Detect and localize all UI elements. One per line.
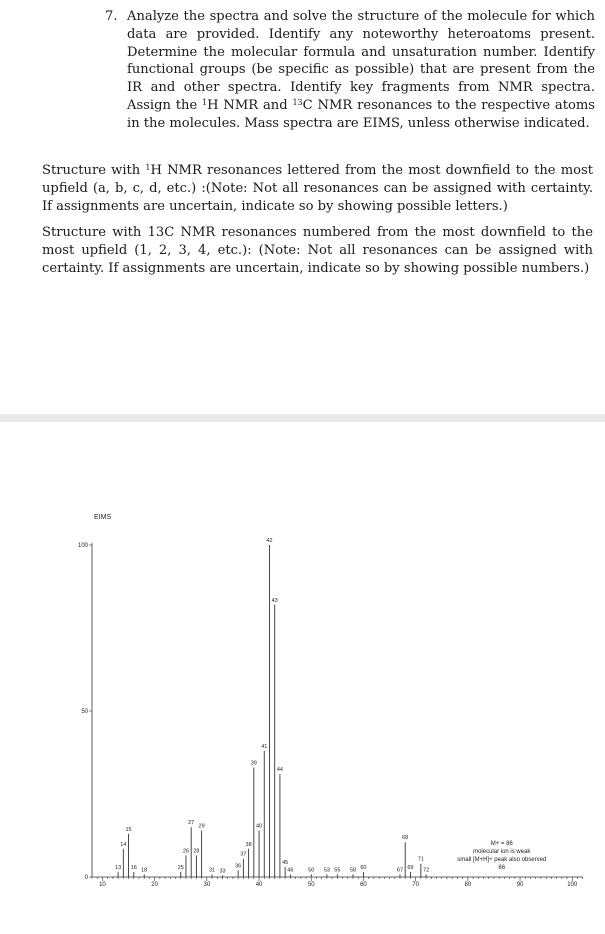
h-superscript: 1 — [202, 97, 208, 107]
x-tick-label: 10 — [99, 882, 106, 888]
peak-label: 16 — [130, 865, 137, 872]
ms-annotation: small [M+H]+ peak also observed — [457, 857, 547, 863]
x-tick-label: 80 — [464, 882, 472, 888]
page-divider — [0, 414, 605, 422]
x-tick-label: 50 — [307, 882, 315, 888]
peak-label: 40 — [255, 823, 263, 830]
peak-label: 38 — [245, 841, 252, 848]
peak-label: 33 — [219, 868, 226, 875]
peak-label: 29 — [198, 823, 205, 830]
y-tick-label: 50 — [81, 709, 88, 715]
h-structure-superscript: 1 — [145, 163, 151, 172]
peak-label: 31 — [208, 867, 216, 874]
h-nmr-structure-instruction — [42, 162, 593, 215]
y-tick-label: 100 — [77, 543, 88, 549]
x-tick-label: 90 — [516, 882, 524, 888]
ms-annotation: M+ = 86 — [490, 841, 513, 847]
question-text-c: C NMR resonances to the respective atoms in the molecules. Mass spectra are EIMS, unless otherwise indicated. — [127, 97, 596, 131]
peak-label: 53 — [323, 867, 330, 874]
x-tick-label: 30 — [203, 882, 211, 888]
peak-label: 27 — [188, 820, 195, 827]
peak-label: 60 — [360, 865, 367, 872]
h-structure-prefix: Structure with — [42, 163, 146, 178]
peak-label: 55 — [334, 867, 341, 874]
question-text-h: H NMR and — [207, 97, 293, 113]
peak-label: 39 — [250, 760, 257, 767]
x-tick-label: 40 — [255, 882, 263, 888]
chart-title: EIMS — [94, 514, 112, 521]
peak-label: 18 — [141, 867, 148, 874]
c-superscript: 13 — [292, 97, 303, 107]
peak-label: 41 — [261, 743, 268, 750]
x-tick-label: 20 — [151, 882, 158, 888]
peak-label: 67 — [396, 867, 404, 874]
peak-label: 14 — [120, 841, 127, 848]
peak-label: 71 — [417, 856, 424, 863]
ms-annotation: molecular ion is weak — [473, 849, 531, 855]
peak-label: 50 — [308, 867, 315, 874]
eims-spectrum — [0, 500, 605, 900]
ms-annotation: 86 — [498, 865, 506, 871]
question-text-main: Analyze the spectra and solve the structure of the molecule for which data are provided. Identify any noteworthy heteroatoms present. Determine the molecular formula and unsaturation number. Identify functional groups (be specific as possible) that are present from the IR and other spectra. Identify key fragments from NMR spectra. Assign the — [127, 9, 595, 113]
peak-label: 43 — [271, 597, 278, 604]
question-text — [127, 8, 595, 133]
eims-chart — [0, 500, 605, 900]
peak-label: 42 — [266, 538, 273, 544]
question-block — [105, 8, 595, 133]
x-tick-label: 60 — [360, 882, 367, 888]
peak-label: 45 — [282, 860, 289, 867]
peak-label: 68 — [402, 835, 409, 842]
peak-label: 58 — [349, 867, 357, 874]
c-nmr-structure-instruction: Structure with 13C NMR resonances numbered from the most downfield to the most upfield (1, 2, 3, 4, etc.): (Note: Not all resonances can be assigned with certainty. If assignments are uncertain, indicate so by showing possible numbers.) — [42, 225, 593, 276]
peak-label: 69 — [407, 865, 414, 872]
x-tick-label: 70 — [412, 882, 419, 888]
h-structure-text: H NMR resonances lettered from the most downfield to the most upfield (a, b, c, d, etc.) :(Note: Not all resonances can be assigned with certainty. If assignments are uncertain, indicate so by showing possible letters.) — [42, 163, 594, 214]
question-number: 7. — [105, 9, 118, 24]
peak-label: 25 — [177, 865, 184, 872]
peak-label: 13 — [115, 865, 122, 872]
y-tick-label: 0 — [84, 875, 88, 881]
peak-label: 26 — [182, 848, 190, 855]
peak-label: 46 — [287, 867, 294, 874]
peak-label: 37 — [240, 851, 247, 858]
peak-label: 15 — [125, 826, 132, 833]
peak-label: 72 — [423, 867, 430, 874]
peak-label: 44 — [276, 767, 283, 774]
peak-label: 36 — [235, 863, 242, 870]
x-tick-label: 100 — [567, 882, 578, 888]
peak-label: 28 — [193, 848, 200, 855]
